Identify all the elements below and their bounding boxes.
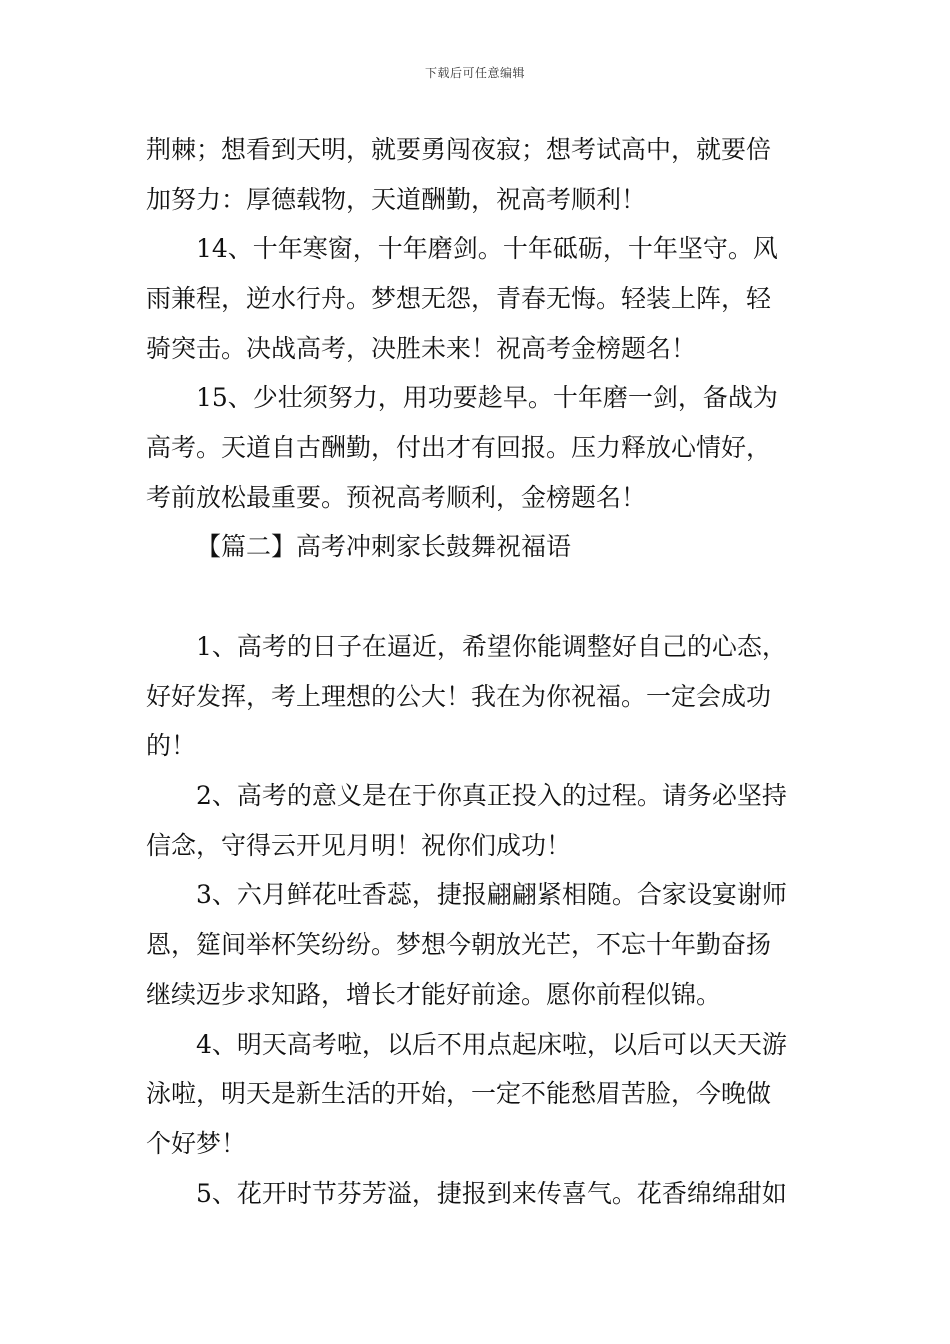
text-line: 个好梦！ xyxy=(146,1129,247,1158)
text-line: 加努力：厚德载物，天道酬勤，祝高考顺利！ xyxy=(146,185,647,214)
text-line: 泳啦，明天是新生活的开始，一定不能愁眉苦脸，今晚做 xyxy=(146,1079,772,1108)
paragraph-4-start: 4、明天高考啦，以后不用点起床啦，以后可以天天游 xyxy=(196,1030,787,1059)
paragraph-1-start: 1、高考的日子在逼近，希望你能调整好自己的心态， xyxy=(196,632,787,661)
paragraph-15-start: 15、少壮须努力，用功要趁早。十年磨一剑，备战为 xyxy=(196,383,778,412)
text-line: 荆棘；想看到天明，就要勇闯夜寂；想考试高中，就要倍 xyxy=(146,135,772,164)
paragraph-2-start: 2、高考的意义是在于你真正投入的过程。请务必坚持 xyxy=(196,781,787,810)
text-line: 雨兼程，逆水行舟。梦想无怨，青春无悔。轻装上阵，轻 xyxy=(146,284,772,313)
text-line: 好好发挥，考上理想的公大！我在为你祝福。一定会成功 xyxy=(146,682,772,711)
section-heading: 【篇二】高考冲刺家长鼓舞祝福语 xyxy=(196,532,572,561)
text-line: 高考。天道自古酬勤，付出才有回报。压力释放心情好， xyxy=(146,433,772,462)
text-line: 考前放松最重要。预祝高考顺利，金榜题名！ xyxy=(146,483,647,512)
paragraph-14-start: 14、十年寒窗，十年磨剑。十年砥砺，十年坚守。风 xyxy=(196,234,778,263)
text-line: 继续迈步求知路，增长才能好前途。愿你前程似锦。 xyxy=(146,980,722,1009)
text-line: 信念，守得云开见月明！祝你们成功！ xyxy=(146,831,572,860)
text-line: 的！ xyxy=(146,731,197,760)
text-line: 恩，筵间举杯笑纷纷。梦想今朝放光芒，不忘十年勤奋扬 xyxy=(146,930,772,959)
text-line: 骑突击。决战高考，决胜未来！祝高考金榜题名！ xyxy=(146,334,697,363)
page-header: 下载后可任意编辑 xyxy=(424,66,525,80)
paragraph-5-start: 5、花开时节芬芳溢，捷报到来传喜气。花香绵绵甜如 xyxy=(196,1179,787,1208)
paragraph-3-start: 3、六月鲜花吐香蕊，捷报翩翩紧相随。合家设宴谢师 xyxy=(196,880,787,909)
